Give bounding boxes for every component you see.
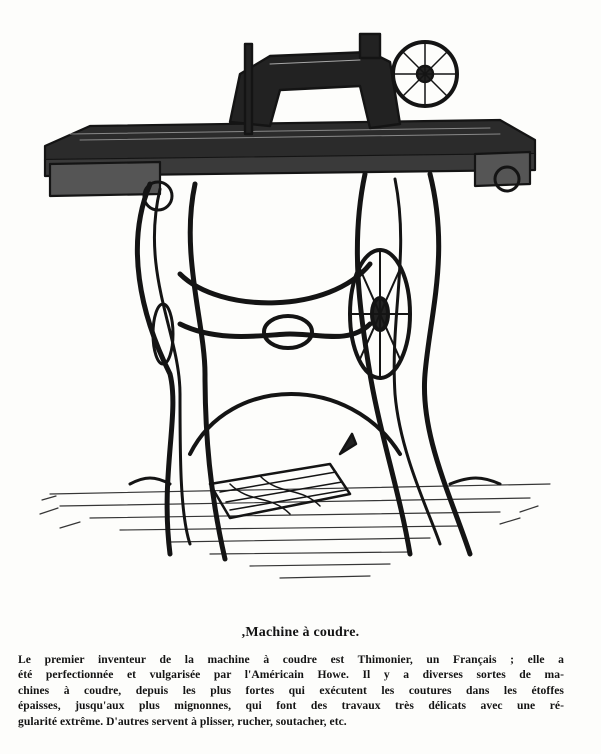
sewing-machine-engraving: [30, 14, 570, 610]
caption-body: [18, 652, 564, 729]
table-top: [45, 120, 535, 196]
caption-line: Le premier inventeur de la machine à coudre est Thimonier, un Français ; elle a: [18, 653, 564, 666]
caption-line: chines à coudre, depuis les plus fortes qui exécutent les coutures dans les étoffes: [18, 683, 564, 697]
right-leg: [357, 167, 519, 554]
caption-line: gularité extrême. D'autres servent à plisser, rucher, soutacher, etc.: [18, 714, 347, 728]
caption-line: épaisses, jusqu'aux plus mignonnes, qui font des travaux très délicats avec une ré-: [18, 699, 564, 713]
left-leg: [130, 182, 225, 559]
treadle-pedal: [210, 434, 356, 518]
caption-title: ,Machine à coudre.: [241, 625, 360, 640]
caption-line: été perfectionnée et vulgarisée par l'Américain Howe. Il y a diverses sortes de ma-: [18, 668, 564, 682]
machine-head: [230, 34, 457, 134]
flywheel: [350, 250, 410, 378]
